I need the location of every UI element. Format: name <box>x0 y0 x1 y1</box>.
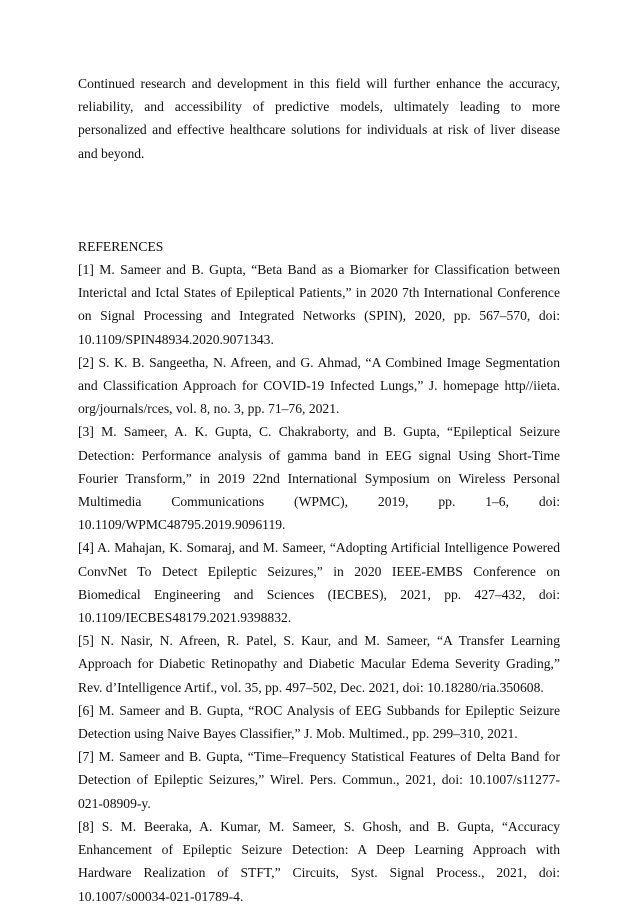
reference-item-7: [7] M. Sameer and B. Gupta, “Time–Frequency Statistical Features of Delta Band for Detection of Epileptic Seizures,” Wirel. Pers. Commun., 2021, doi: 10.1007/s11277-021-08909-y. <box>78 749 560 811</box>
reference-item-6: [6] M. Sameer and B. Gupta, “ROC Analysis of EEG Subbands for Epileptic Seizure Detection using Naive Bayes Classifier,” J. Mob. Multimed., pp. 299–310, 2021. <box>78 702 560 742</box>
reference-item-8: [8] S. M. Beeraka, A. Kumar, M. Sameer, S. Ghosh, and B. Gupta, “Accuracy Enhancement of Epileptic Seizure Detection: A Deep Learning Approach with Hardware Realization of STFT,” Circuits, Syst. Signal Process., 2021, doi: 10.1007/s00034-021-01789-4. <box>78 818 560 904</box>
reference-item-5: [5] N. Nasir, N. Afreen, R. Patel, S. Kaur, and M. Sameer, “A Transfer Learning Approach for Diabetic Retinopathy and Diabetic Macular Edema Severity Grading,” Rev. d’Intelligence Artif., vol. 35, pp. 497–502, Dec. 2021, doi: 10.18280/ria.350608. <box>78 633 560 695</box>
intro-paragraph: Continued research and development in this field will further enhance the accuracy, reliability, and accessibility of predictive models, ultimately leading to more personalized and effective healthcare solutions for individuals at risk of liver disease and beyond. <box>78 76 560 161</box>
document-page <box>78 72 560 908</box>
reference-item-4: [4] A. Mahajan, K. Somaraj, and M. Sameer, “Adopting Artificial Intelligence Powered ConvNet To Detect Epileptic Seizures,” in 2020 IEEE-EMBS Conference on Biomedical Engineering and Sciences (IECBES), 2021, pp. 427–432, doi: 10.1109/IECBES48179.2021.9398832. <box>78 540 560 626</box>
reference-item-1: [1] M. Sameer and B. Gupta, “Beta Band as a Biomarker for Classification between Interictal and Ictal States of Epileptical Patients,” in 2020 7th International Conference on Signal Processing and Integrated Networks (SPIN), 2020, pp. 567–570, doi: 10.1109/SPIN48934.2020.9071343. <box>78 262 560 347</box>
section-spacer <box>78 165 560 235</box>
reference-item-2: [2] S. K. B. Sangeetha, N. Afreen, and G. Ahmad, “A Combined Image Segmentation and Classification Approach for COVID-19 Infected Lungs,” J. homepage http//iieta. org/journals/rces, vol. 8, no. 3, pp. 71–76, 2021. <box>78 354 560 417</box>
reference-list <box>78 258 560 908</box>
references-heading: REFERENCES <box>78 238 164 254</box>
reference-item-3: [3] M. Sameer, A. K. Gupta, C. Chakraborty, and B. Gupta, “Epileptical Seizure Detection: Performance analysis of gamma band in EEG signal Using Short-Time Fourier Transform,” in 2019 22nd International Symposium on Wireless Personal Multimedia Communications (WPMC), 2019, pp. 1–6, doi: 10.1109/WPMC48795.2019.9096119. <box>78 424 560 533</box>
